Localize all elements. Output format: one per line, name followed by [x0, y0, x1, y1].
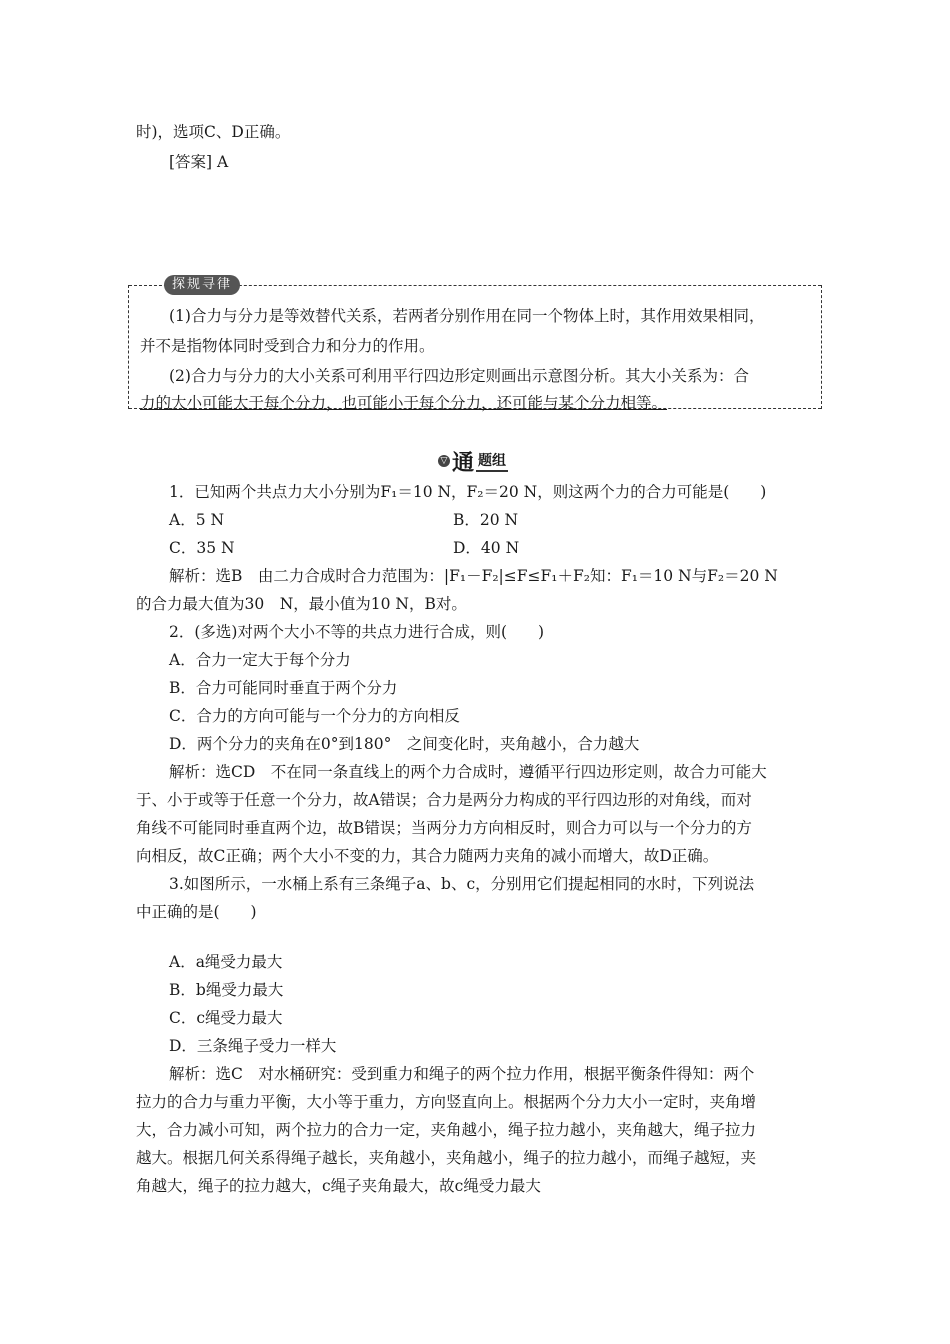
q1-stem: 1．已知两个共点力大小分别为F₁＝10 N，F₂＝20 N，则这两个力的合力可能是( ): [169, 483, 767, 501]
q3-stem-line2: 中正确的是( ): [136, 903, 257, 921]
tips-p1-line1: (1)合力与分力是等效替代关系，若两者分别作用在同一个物体上时，其作用效果相同，: [169, 307, 765, 325]
q1-option-b: B．20 N: [453, 511, 519, 529]
q3-analysis-line2: 拉力的合力与重力平衡，大小等于重力，方向竖直向上。根据两个分力大小一定时，夹角增: [136, 1093, 757, 1111]
q3-stem-line1: 3.如图所示，一水桶上系有三条绳子a、b、c，分别用它们提起相同的水时，下列说法: [169, 875, 755, 893]
tips-badge: 探规寻律: [164, 275, 240, 295]
q2-stem: 2．(多选)对两个大小不等的共点力进行合成，则( ): [169, 623, 545, 641]
tips-p1-line2: 并不是指物体同时受到合力和分力的作用。: [140, 337, 435, 355]
q3-option-a: A．a绳受力最大: [169, 953, 283, 971]
answer-line: [答案] A: [169, 153, 229, 171]
q2-option-a: A．合力一定大于每个分力: [169, 651, 351, 669]
q1-option-d: D．40 N: [453, 539, 520, 557]
q2-analysis-line1: 解析：选CD 不在同一条直线上的两个力合成时，遵循平行四边形定则，故合力可能大: [169, 763, 767, 781]
triangle-icon: ▽: [438, 455, 450, 467]
q2-analysis-line2: 于、小于或等于任意一个分力，故A错误；合力是两分力构成的平行四边形的对角线，而对: [136, 791, 752, 809]
q1-option-c: C．35 N: [169, 539, 235, 557]
q2-option-b: B．合力可能同时垂直于两个分力: [169, 679, 398, 697]
group-heading-main: 通: [452, 450, 475, 476]
q2-analysis-line4: 向相反，故C正确；两个大小不变的力，其合力随两力夹角的减小而增大，故D正确。: [136, 847, 719, 865]
q2-option-c: C．合力的方向可能与一个分力的方向相反: [169, 707, 460, 725]
q1-option-a: A．5 N: [169, 511, 225, 529]
tips-p2-line1: (2)合力与分力的大小关系可利用平行四边形定则画出示意图分析。其大小关系为：合: [169, 367, 749, 385]
q3-analysis-line5: 角越大，绳子的拉力越大，c绳子夹角最大，故c绳受力最大: [136, 1177, 541, 1195]
q3-analysis-line1: 解析：选C 对水桶研究：受到重力和绳子的两个拉力作用，根据平衡条件得知：两个: [169, 1065, 755, 1083]
q3-analysis-line3: 大，合力减小可知，两个拉力的合力一定，夹角越小，绳子拉力越小，夹角越大，绳子拉力: [136, 1121, 757, 1139]
q3-option-d: D．三条绳子受力一样大: [169, 1037, 337, 1055]
continuation-line: 时)，选项C、D正确。: [136, 123, 291, 141]
q2-analysis-line3: 角线不可能同时垂直两个边，故B错误；当两分力方向相反时，则合力可以与一个分力的方: [136, 819, 752, 837]
q3-analysis-line4: 越大。根据几何关系得绳子越长，夹角越小，夹角越小，绳子的拉力越小，而绳子越短，夹: [136, 1149, 757, 1167]
q3-option-b: B．b绳受力最大: [169, 981, 284, 999]
group-heading-sub: 题组: [476, 450, 508, 472]
tips-p2-line2: 力的大小可能大于每个分力，也可能小于每个分力，还可能与某个分力相等。: [140, 394, 668, 412]
q3-option-c: C．c绳受力最大: [169, 1009, 283, 1027]
q1-analysis-line1: 解析：选B 由二力合成时合力范围为：|F₁－F₂|≤F≤F₁＋F₂知：F₁＝10 N与F₂＝20 N: [169, 567, 778, 585]
q2-option-d: D．两个分力的夹角在0°到180° 之间变化时，夹角越小，合力越大: [169, 735, 640, 753]
q1-analysis-line2: 的合力最大值为30 N，最小值为10 N，B对。: [136, 595, 467, 613]
group-heading: [438, 448, 508, 474]
